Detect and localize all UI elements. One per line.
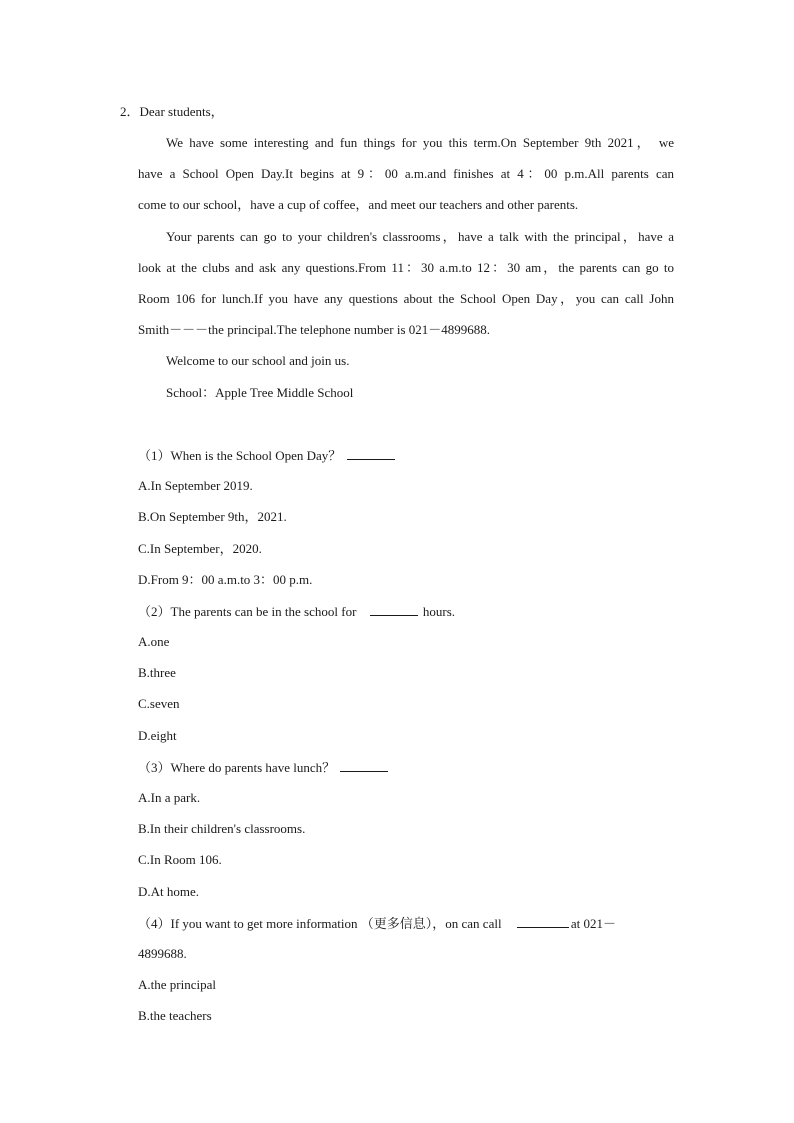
- question-2-stem: [138, 603, 455, 620]
- answer-blank: [517, 915, 569, 928]
- question-3-option-d: D.At home.: [138, 884, 200, 899]
- question-2-option-c: C.seven: [138, 696, 180, 711]
- question-2-option-a: A.one: [138, 634, 170, 649]
- question-2-option-b: B.three: [138, 665, 176, 680]
- question-3-stem: [138, 759, 390, 776]
- question-number: 2．: [120, 104, 140, 119]
- question-1-stem: [138, 447, 397, 464]
- paragraph-2-line-3: Room 106 for lunch.If you have any questions about the School Open Day，you can call John: [138, 291, 674, 306]
- greeting: Dear students，: [139, 104, 224, 119]
- paragraph-2-line-4: Smith－－－the principal.The telephone number is 021－4899688.: [138, 322, 491, 337]
- question-4-option-a: A.the principal: [138, 977, 216, 992]
- answer-blank: [340, 759, 388, 772]
- paragraph-1-line-1: We have some interesting and fun things for you this term.On September 9th 2021， we: [166, 135, 674, 150]
- question-2-text-after: hours.: [422, 604, 456, 619]
- question-4-text: （4）If you want to get more information （更多信息），on can call: [138, 916, 502, 931]
- question-1-text: （1）When is the School Open Day？: [138, 448, 342, 463]
- question-1-option-b: B.On September 9th，2021.: [138, 509, 287, 524]
- question-2-option-d: D.eight: [138, 728, 177, 743]
- welcome-line: Welcome to our school and join us.: [166, 353, 350, 368]
- answer-blank: [347, 447, 395, 460]
- question-3-option-b: B.In their children's classrooms.: [138, 821, 306, 836]
- question-4-stem-line-2: 4899688.: [138, 946, 187, 961]
- question-2-text: （2）The parents can be in the school for: [138, 604, 357, 619]
- question-3-option-c: C.In Room 106.: [138, 852, 222, 867]
- question-1-option-c: C.In September，2020.: [138, 541, 262, 556]
- paragraph-2-line-1: Your parents can go to your children's classrooms，have a talk with the principal，have a: [166, 229, 674, 244]
- question-3-text: （3）Where do parents have lunch？: [138, 760, 336, 775]
- question-4-option-b: B.the teachers: [138, 1008, 212, 1023]
- paragraph-1-line-2: have a School Open Day.It begins at 9：00 a.m.and finishes at 4：00 p.m.All parents can: [138, 166, 674, 181]
- paragraph-2-line-2: look at the clubs and ask any questions.From 11：30 a.m.to 12：30 am，the parents can go to: [138, 260, 674, 275]
- paragraph-1-line-3: come to our school，have a cup of coffee，and meet our teachers and other parents.: [138, 197, 579, 212]
- question-1-option-d: D.From 9：00 a.m.to 3：00 p.m.: [138, 572, 313, 587]
- question-3-option-a: A.In a park.: [138, 790, 201, 805]
- answer-blank: [370, 603, 418, 616]
- question-4-text-after: at 021－: [570, 916, 616, 931]
- question-4-stem: [138, 915, 616, 932]
- school-line: School：Apple Tree Middle School: [166, 385, 354, 400]
- question-1-option-a: A.In September 2019.: [138, 478, 253, 493]
- passage-greeting-line: [120, 104, 224, 120]
